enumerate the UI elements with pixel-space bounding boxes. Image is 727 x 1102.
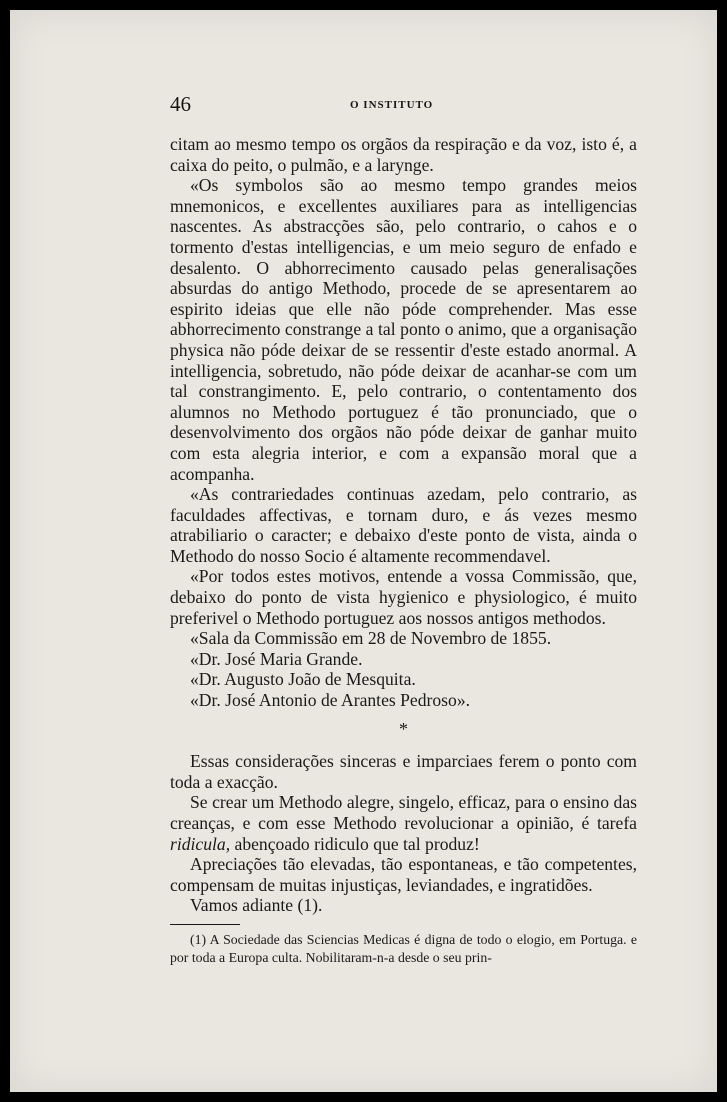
book-page: [10, 10, 717, 1092]
paragraph-text: Se crear um Methodo alegre, singelo, efficaz, para o ensino das creanças, e com esse Methodo revolucionar a opinião, é tarefa: [170, 792, 637, 833]
running-title: O INSTITUTO: [350, 99, 434, 111]
page-number: 46: [170, 92, 191, 116]
paragraph: [170, 792, 637, 854]
paragraph: citam ao mesmo tempo os orgãos da respiração e da voz, isto é, a caixa do peito, o pulmão, e a larynge.: [170, 134, 637, 175]
signature-line: «Dr. José Antonio de Arantes Pedroso».: [190, 690, 471, 711]
body-text: [170, 134, 637, 967]
footnote: (1) A Sociedade das Sciencias Medicas é digna de todo o elogio, em Portuga. e por toda a Europa culta. Nobilitaram-n-a desde o seu prin-: [170, 931, 637, 965]
paragraph: Vamos adiante (1).: [190, 895, 323, 916]
paragraph: Apreciações tão elevadas, tão espontaneas, e tão competentes, compensam de muitas injustiças, leviandades, e ingratidões.: [170, 854, 637, 895]
paragraph: Essas considerações sinceras e imparciaes ferem o ponto com toda a exacção.: [170, 751, 637, 792]
italic-word: ridicula,: [170, 833, 231, 854]
paragraph-text: abençoado ridiculo que tal produz!: [230, 833, 480, 854]
paragraph: «As contrariedades continuas azedam, pelo contrario, as faculdades affectivas, e tornam duro, e ás vezes mesmo atrabiliario o caracter; e debaixo d'este ponto de vista, ainda o Methodo do nosso Socio é altamente recommendavel.: [170, 484, 637, 566]
section-separator: *: [399, 718, 408, 739]
paragraph: «Por todos estes motivos, entende a vossa Commissão, que, debaixo do ponto de vista hygienico e physiologico, é muito preferivel o Methodo portuguez aos nossos antigos methodos.: [170, 566, 637, 628]
signature-line: «Sala da Commissão em 28 de Novembro de 1855.: [190, 628, 552, 649]
page-header: [170, 92, 640, 116]
signature-line: «Dr. Augusto João de Mesquita.: [190, 669, 416, 690]
signature-line: «Dr. José Maria Grande.: [190, 648, 363, 669]
paragraph: «Os symbolos são ao mesmo tempo grandes meios mnemonicos, e excellentes auxiliares para as intelligencias nascentes. As abstracções são, pelo contrario, o cahos e o tormento d'estas intelligencias, e um meio seguro de enfado e desalento. O abhorrecimento causado pelas generalisações absurdas do antigo Methodo, procede de se apresentarem ao espirito ideias que elle não póde comprehender. Mas esse abhorrecimento constrange a tal ponto o animo, que a organisação physica não póde deixar de se ressentir d'este estado anormal. A intelligencia, sobretudo, não póde deixar de acanhar-se com um tal constrangimento. E, pelo contrario, o contentamento dos alumnos no Methodo portuguez é tão pronunciado, que o desenvolvimento dos orgãos não póde deixar de ganhar muito com esta alegria interior, e com a expansão moral que a acompanha.: [170, 175, 637, 484]
footnote-rule: [170, 924, 240, 925]
